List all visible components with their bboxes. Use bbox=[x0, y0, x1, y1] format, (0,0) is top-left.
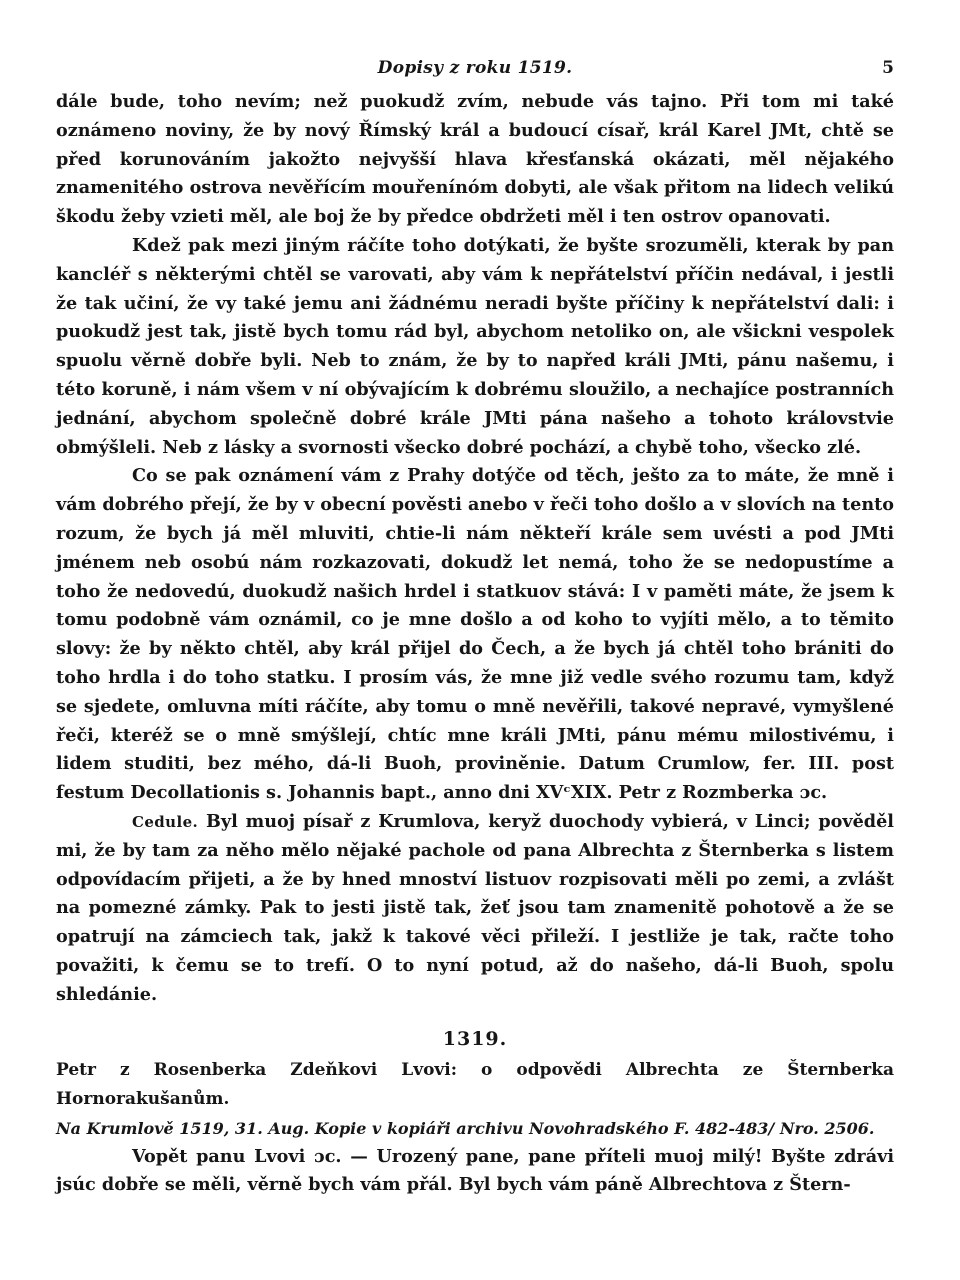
page-header bbox=[56, 58, 894, 88]
paragraph-chancellor: Kdež pak mezi jiným ráčíte toho dotýkati, že byšte srozuměli, kterak by pan kancléř s některými chtěl se varovati, aby vám k nepřátelství příčin nedával, i jestli že tak učiní, že vy také jemu ani žádnému neradi byšte příčiny k nepřátelství dali: i puokudž jest tak, jistě bych tomu rád byl, abychom netoliko on, ale všickni vespolek spuolu věrně dobře byli. Neb to znám, že by to napřed králi JMti, pánu našemu, i této koruně, i nám všem v ní obývajícím k dobrému sloužilo, a nechajíce postranních jednání, abychom společně dobré krále JMti pána našeho a tohoto královstvie obmýšleli. Neb z lásky a svornosti všecko dobré pochází, a chybě toho, všecko zlé. bbox=[56, 234, 894, 458]
paragraph-prague-report: Co se pak oznámení vám z Prahy dotýče od těch, ješto za to máte, že mně i vám dobrého přejí, že by v obecní pověsti anebo v řeči toho došlo a v slovích na tento rozum, že bych já měl mluviti, chtie-li nám někteří krále sem uvésti a pod JMti jménem neb osobú nám rozkazovati, dokudž let nemá, toho že se nedopustíme a toho že nedovedú, duokudž našich hrdel i statkuov stává: I v paměti máte, že jsem k tomu podobně vám oznámil, co je mne došlo a od koho to vyjíti mělo, a to těmito slovy: že by někto chtěl, aby král přijel do Čech, a že bych já chtěl toho brániti do toho hrdla i do toho statku. I prosím vás, že mne již vedle svého rozumu tam, když se sjedete, omluvna míti ráčíte, aby tomu o mně nevěřili, takové nepravé, vymyšlené řeči, kteréž se o mně smýšlejí, chtíc mne králi JMti, pánu mému milostivému, i lidem studiti, bez mého, dá-li Buoh, proviněnie. Datum Crumlow, fer. III. post festum Decollationis s. Johannis bapt., anno dni XVᶜXIX. Petr z Rozmberka ɔc. bbox=[56, 465, 894, 804]
document-number: 1319. bbox=[442, 1027, 508, 1050]
document-heading: Petr z Rosenberka Zdeňkovi Lvovi: o odpovědi Albrechta ze Šternberka Hornorakušanům. bbox=[56, 1059, 894, 1109]
cedule-paragraph bbox=[56, 808, 894, 1010]
paragraph-continuation: dále bude, toho nevím; než puokudž zvím, nebude vás tajno. Při tom mi také oznámeno noviny, že by nový Římský král a budoucí císař, král Karel JMt, chtě se před korunováním jakožto nejvyšší hlava křesťanská okázati, měl nějakého znamenitého ostrova nevěřícím mouřenínóm dobyti, ale však přitom na lidech velikú škodu žeby vzieti měl, ale boj že by předce obdržeti měl i ten ostrov opanovati. bbox=[56, 91, 894, 228]
document-page bbox=[56, 58, 894, 1200]
document-opening-paragraph: Vopět panu Lvovi ɔc. — Urozený pane, pane příteli muoj milý! Byšte zdrávi jsúc dobře se měli, věrně bych vám přál. Byl bych vám páně Albrechtova z Štern- bbox=[56, 1145, 894, 1196]
cedule-text: Byl muoj písař z Krumlova, keryž duochody vybierá, v Linci; pověděl mi, že by tam za něho mělo nějaké pachole od pana Albrechta z Šternberka s listem odpovídacím přijeti, a že by hned mnoství listuov rozpisovati měli po zemi, a zvlášt na pomezné zámky. Pak to jesti jistě tak, žeť jsou tam znamenitě pohotově a že se opatrují na zámciech tak, jakž k takové věci přileží. I jestliže je tak, račte toho považiti, k čemu se to trefí. O to nyní potud, až do našeho, dá-li Buoh, spolu shledánie. bbox=[56, 810, 894, 1005]
document-source-note: Na Krumlově 1519, 31. Aug. Kopie v kopiáři archivu Novohradského F. 482-483/ Nro. 2506. bbox=[56, 1118, 875, 1138]
cedule-label: Cedule. bbox=[132, 812, 199, 831]
page-number: 5 bbox=[882, 58, 894, 78]
running-title: Dopisy z roku 1519. bbox=[377, 58, 573, 78]
